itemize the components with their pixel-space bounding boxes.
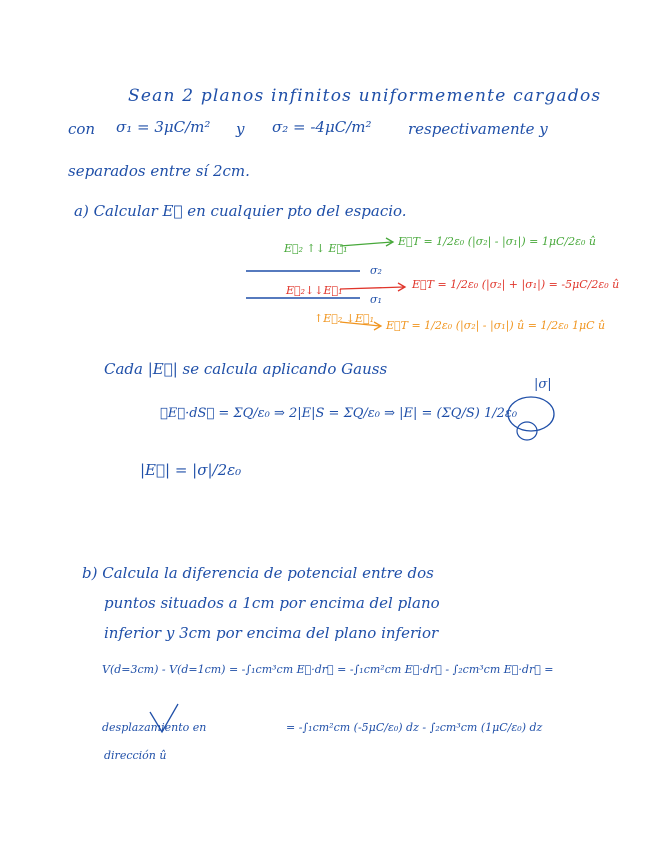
gauss-equation: ∮E⃗·dS⃗ = ΣQ/ε₀ ⇒ 2|E|S = ΣQ/ε₀ ⇒ |E| = (ΣQ/S) 1/2ε₀ [160,406,518,421]
orange-field-label: ↑E⃗₂ ↓E⃗₁ [314,312,375,325]
highlight-circle [508,397,554,431]
intro-line-1: Sean 2 planos infinitos uniformemente cargados [128,86,602,106]
potential-integral-1: V(d=3cm) - V(d=1cm) = -∫₁cm³cm E⃗·dr⃗ = -∫₁cm²cm E⃗·dr⃗ - ∫₂cm³cm E⃗·dr⃗ = [102,663,554,676]
green-arrow-icon [340,242,392,246]
sigma2-definition: σ₂ = -4μC/m² [272,118,372,136]
red-field-label: E⃗₂↓↓E⃗₁ [286,284,343,297]
part-b-line-2: puntos situados a 1cm por encima del plano [104,594,440,612]
displacement-note-1: desplazamiento en [102,721,207,734]
sigma2-plane-label: σ₂ [370,264,382,277]
field-result: |E⃗| = |σ|/2ε₀ [140,461,242,479]
check-mark-icon [150,704,178,732]
part-b-line-1: b) Calcula la diferencia de potencial entre dos [82,564,434,582]
intro-conjunction: y [236,120,245,138]
orange-field-equation: E⃗T = 1/2ε₀ (|σ₂| - |σ₁|) û = 1/2ε₀ 1μC û [386,319,606,332]
sigma1-definition: σ₁ = 3μC/m² [116,118,211,136]
sigma-circle-note: |σ| [534,377,552,392]
sigma1-plane-label: σ₁ [370,293,382,306]
part-a-heading: a) Calcular E⃗ en cualquier pto del espacio. [74,202,407,220]
displacement-note-2: dirección û [104,749,167,762]
intro-line-3: separados entre sí 2cm. [68,162,250,180]
green-field-equation: E⃗T = 1/2ε₀ (|σ₂| - |σ₁|) = 1μC/2ε₀ û [398,235,597,248]
part-b-line-3: inferior y 3cm por encima del plano inferior [104,624,439,642]
green-field-label: E⃗₂ ↑↓ E⃗₁ [284,242,348,255]
red-field-equation: E⃗T = 1/2ε₀ (|σ₂| + |σ₁|) = -5μC/2ε₀ û [412,278,620,291]
gauss-heading: Cada |E⃗| se calcula aplicando Gauss [104,360,388,378]
potential-integral-2: = -∫₁cm²cm (-5μC/ε₀) dz - ∫₂cm³cm (1μC/ε₀) dz [286,721,543,734]
intro-line-2-prefix: con [68,120,96,138]
intro-line-2-suffix: respectivamente y [408,120,548,138]
red-arrow-icon [340,287,404,289]
